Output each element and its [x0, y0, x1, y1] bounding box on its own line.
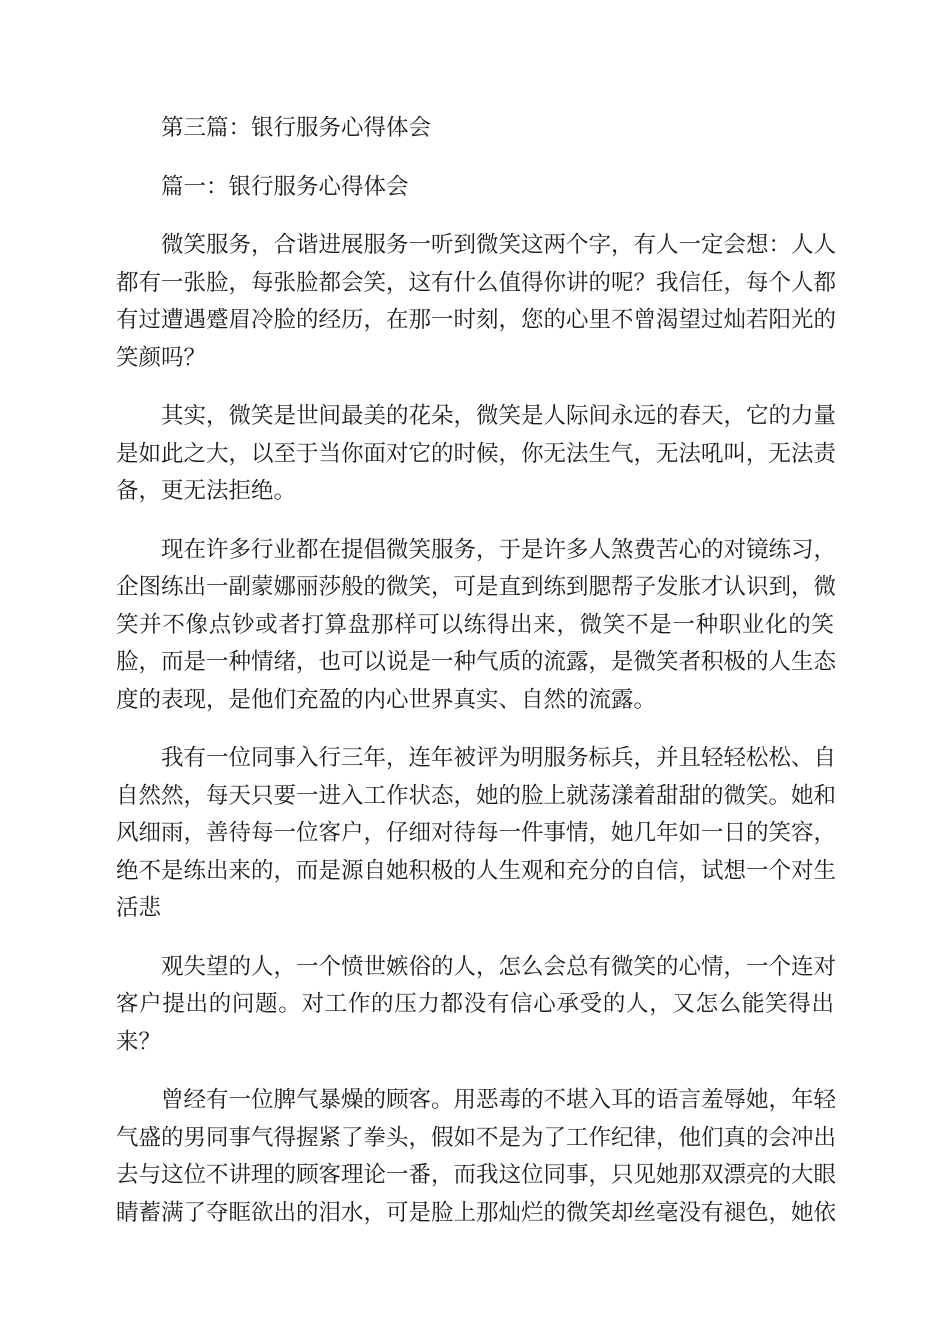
document-page: [116, 110, 837, 1253]
paragraph-line: 去与这位不讲理的顾客理论一番，而我这位同事，只见她那双漂亮的大眼: [116, 1162, 837, 1188]
document-body: [116, 227, 837, 1232]
paragraph-line: 度的表现，是他们充盈的内心世界真实、自然的流露。: [116, 686, 657, 713]
paragraph-line: 自然然，每天只要一进入工作状态，她的脸上就荡漾着甜甜的微笑。她和: [116, 782, 837, 809]
paragraph-line: 有过遭遇蹙眉冷脸的经历，在那一时刻，您的心里不曾渴望过灿若阳光的: [116, 307, 837, 333]
paragraph-line: 都有一张脸，每张脸都会笑，这有什么值得你讲的呢？我信任，每个人都: [116, 269, 837, 296]
paragraph-line: 脸，而是一种情绪，也可以说是一种气质的流露，是微笑者积极的人生态: [116, 649, 837, 675]
paragraph-line: 微笑服务，合谐进展服务一听到微笑这两个字，有人一定会想：人人: [161, 232, 837, 258]
paragraph-line: 观失望的人，一个愤世嫉俗的人，怎么会总有微笑的心情，一个连对: [161, 953, 837, 980]
paragraph: [116, 949, 837, 1062]
paragraph-line: 我有一位同事入行三年，连年被评为明服务标兵，并且轻轻松松、自: [161, 745, 837, 771]
paragraph-line: 活悲: [116, 895, 162, 921]
paragraph-line: 企图练出一副蒙娜丽莎般的微笑，可是直到练到腮帮子发胀才认识到，微: [116, 574, 837, 600]
paragraph-line: 笑并不像点钞或者打算盘那样可以练得出来，微笑不是一种职业化的笑: [116, 611, 834, 638]
paragraph: [116, 740, 837, 928]
document-subtitle: 篇一：银行服务心得体会: [161, 173, 409, 200]
paragraph-line: 客户提出的问题。对工作的压力都没有信心承受的人，又怎么能笑得出: [116, 991, 834, 1017]
paragraph-line: 气盛的男同事气得握紧了拳头，假如不是为了工作纪律，他们真的会冲出: [116, 1124, 837, 1151]
paragraph-line: 睛蓄满了夺眶欲出的泪水，可是脸上那灿烂的微笑却丝毫没有褪色，她依: [116, 1199, 837, 1226]
paragraph-line: 绝不是练出来的，而是源自她积极的人生观和充分的自信，试想一个对生: [116, 857, 837, 884]
paragraph-line: 是如此之大，以至于当你面对它的时候，你无法生气，无法吼叫，无法责: [116, 440, 837, 467]
paragraph-line: 笑颜吗？: [116, 344, 207, 371]
paragraph-line: 备，更无法拒绝。: [116, 478, 297, 504]
paragraph-line: 风细雨，善待每一位客户，仔细对待每一件事情，她几年如一日的笑容，: [116, 820, 837, 846]
paragraph: [116, 398, 837, 511]
paragraph-line: 其实，微笑是世间最美的花朵，微笑是人际间永远的春天，它的力量: [161, 403, 837, 429]
paragraph-line: 来？: [116, 1028, 162, 1055]
paragraph: [116, 227, 837, 377]
paragraph: [116, 1082, 837, 1232]
paragraph-line: 现在许多行业都在提倡微笑服务，于是许多人煞费苦心的对镜练习，: [161, 536, 837, 563]
paragraph-line: 曾经有一位脾气暴燥的顾客。用恶毒的不堪入耳的语言羞辱她，年轻: [161, 1087, 837, 1113]
document-title: 第三篇：银行服务心得体会: [161, 115, 432, 141]
paragraph: [116, 532, 837, 720]
